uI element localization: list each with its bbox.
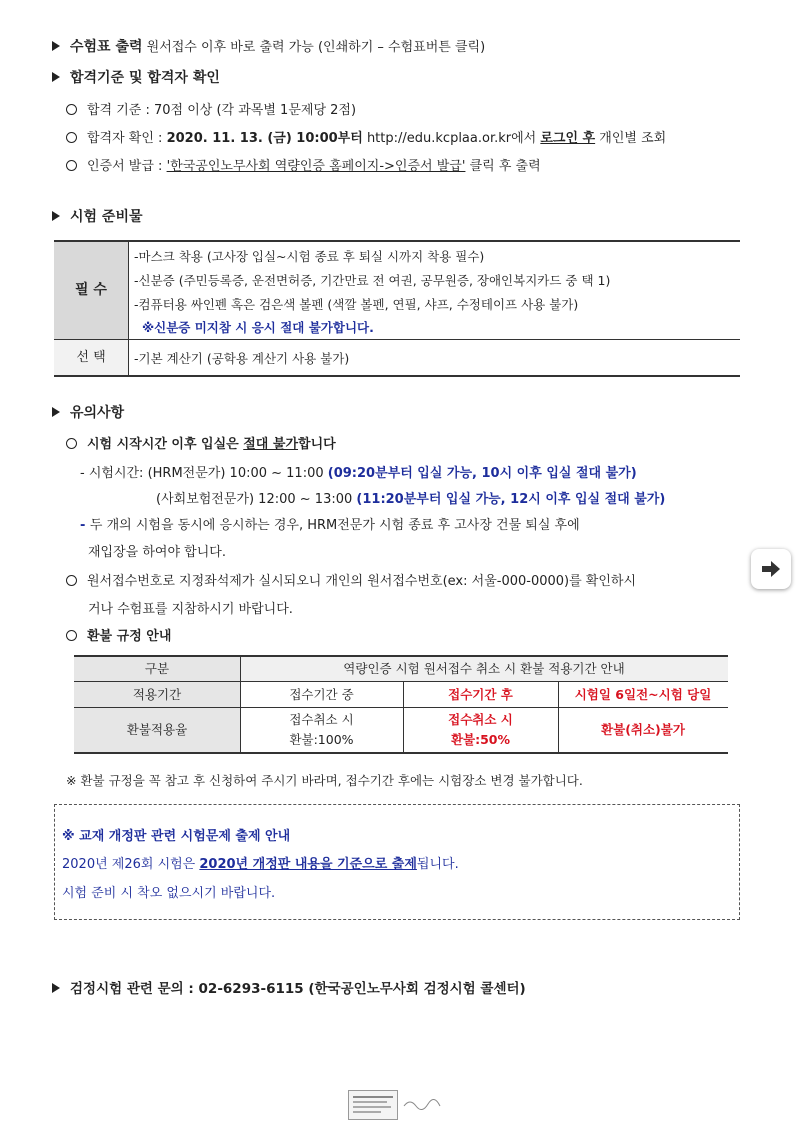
note-text: 재입장을 하여야 합니다.: [88, 545, 226, 560]
section-title: 수험표 출력: [70, 39, 143, 55]
circle-bullet-icon: [66, 438, 77, 449]
optional-label: 선 택: [76, 349, 106, 365]
header-period-guide: 역량인증 시험 원서접수 취소 시 환불 적용기간 안내: [343, 660, 625, 676]
signature-thumbnail: [402, 1094, 442, 1114]
notice-title: ※ 교재 개정판 관련 시험문제 출제 안내: [62, 829, 291, 844]
notice-line: [62, 853, 459, 872]
triangle-bullet-icon: [52, 407, 60, 417]
required-item: -마스크 착용 (고사장 입실~시험 종료 후 퇴실 시까지 착용 필수): [134, 249, 485, 264]
circle-bullet-icon: [66, 160, 77, 171]
dash: -: [80, 518, 90, 533]
refund-title: [66, 625, 171, 644]
exam-time-social: [156, 488, 665, 507]
period-after: 접수기간 후: [448, 686, 513, 702]
dual-exam-note: [80, 514, 580, 533]
contact-line: [52, 977, 526, 997]
signature-scribble-icon: [402, 1094, 442, 1114]
rate-during: [240, 708, 403, 752]
note-text: 거나 수험표를 지참하시기 바랍니다.: [88, 602, 293, 617]
circle-bullet-icon: [66, 132, 77, 143]
item-text: 합격 기준 : 70점 이상 (각 과목별 1문제당 2점): [87, 103, 357, 118]
time-text: - 시험시간: (HRM전문가) 10:00 ~ 11:00: [80, 466, 328, 481]
item-text: 개인별 조회: [595, 131, 667, 146]
document-thumbnail: [348, 1090, 398, 1120]
absolute-no-emphasis: 절대 불가: [243, 437, 299, 452]
required-item: -신분증 (주민등록증, 운전면허증, 기간만료 전 여권, 공무원증, 장애인복지카드 중 택 1): [134, 273, 611, 288]
section-pass-criteria: [52, 67, 220, 87]
entry-rule: [66, 433, 336, 452]
item-text: 합격자 확인 :: [87, 131, 167, 146]
circle-bullet-icon: [66, 630, 77, 641]
section-title: 합격기준 및 합격자 확인: [70, 70, 220, 86]
header-division: 구분: [144, 660, 170, 676]
item-text: 합니다: [298, 437, 336, 452]
row-period-label: 적용기간: [132, 686, 182, 702]
site-url: http://edu.kcplaa.or.kr에서: [362, 131, 541, 146]
certificate-path: '한국공인노무사회 역량인증 홈페이지->인증서 발급': [166, 159, 466, 174]
required-item: -컴퓨터용 싸인펜 혹은 검은색 볼펜 (색깔 볼펜, 연필, 샤프, 수정테이프 사용 불가): [134, 297, 579, 312]
triangle-bullet-icon: [52, 72, 60, 82]
rate-text: 접수취소 시: [448, 712, 513, 727]
optional-item: -기본 계산기 (공학용 계산기 사용 불가): [134, 351, 350, 366]
triangle-bullet-icon: [52, 983, 60, 993]
next-page-button[interactable]: [751, 549, 791, 589]
section-title: 시험 준비물: [70, 209, 143, 225]
refund-title-text: 환불 규정 안내: [87, 629, 172, 644]
item-text: 시험 시작시간 이후 입실은: [87, 437, 244, 452]
rate-text: 접수취소 시: [289, 712, 354, 727]
required-label: 필 수: [75, 282, 107, 298]
arrow-right-icon: [760, 558, 782, 580]
pass-check-item: [66, 127, 666, 146]
pass-criteria-item: [66, 99, 356, 118]
section-title: 유의사항: [70, 405, 125, 421]
notice-emphasis: 2020년 개정판 내용을 기준으로 출제: [199, 857, 417, 872]
id-warning: ※신분증 미지참 시 응시 절대 불가합니다.: [142, 320, 374, 335]
notice-text: 2020년 제26회 시험은: [62, 857, 200, 872]
section-print-ticket: [52, 36, 485, 56]
entry-window: (11:20분부터 입실 가능, 12시 이후 입실 절대 불가): [356, 492, 666, 507]
notice-text: 됩니다.: [416, 857, 459, 872]
exam-time-hrm: [80, 462, 637, 481]
note-text: 두 개의 시험을 동시에 응시하는 경우, HRM전문가 시험 종료 후 고사장 건물 퇴실 후에: [89, 518, 580, 533]
thumbnail-lines-icon: [349, 1091, 397, 1119]
item-text: 클릭 후 출력: [465, 159, 541, 174]
triangle-bullet-icon: [52, 41, 60, 51]
time-text: (사회보험전문가) 12:00 ~ 13:00: [156, 492, 357, 507]
item-text: 인증서 발급 :: [87, 159, 167, 174]
rate-exam-day: 환불(취소)불가: [601, 722, 685, 737]
circle-bullet-icon: [66, 575, 77, 586]
section-text: 원서접수 이후 바로 출력 가능 (인쇄하기 – 수험표버튼 클릭): [142, 40, 486, 55]
rate-text: 환불:100%: [289, 732, 354, 747]
note-text: 원서접수번호로 지정좌석제가 실시되오니 개인의 원서접수번호(ex: 서울-000-0000)를 확인하시: [87, 574, 637, 589]
rate-text: 환불:50%: [450, 732, 511, 747]
announce-date: 2020. 11. 13. (금) 10:00부터: [166, 131, 363, 146]
refund-note: ※ 환불 규정을 꼭 참고 후 신청하여 주시기 바라며, 접수기간 후에는 시험장소 변경 불가합니다.: [66, 773, 583, 788]
contact-text: 검정시험 관련 문의 : 02-6293-6115 (한국공인노무사회 검정시험 콜센터): [70, 981, 526, 997]
section-precautions: [52, 402, 124, 422]
period-during: 접수기간 중: [289, 686, 354, 702]
notice-line: 시험 준비 시 착오 없으시기 바랍니다.: [62, 886, 276, 901]
entry-window: (09:20분부터 입실 가능, 10시 이후 입실 절대 불가): [327, 466, 637, 481]
triangle-bullet-icon: [52, 211, 60, 221]
certificate-item: [66, 155, 541, 174]
period-exam-day: 시험일 6일전~시험 당일: [574, 686, 712, 702]
circle-bullet-icon: [66, 104, 77, 115]
seat-note: [66, 570, 636, 589]
login-emphasis: 로그인 후: [540, 131, 596, 146]
section-materials: [52, 206, 143, 226]
rate-after: [403, 708, 558, 752]
row-rate-label: 환불적용율: [126, 722, 188, 737]
